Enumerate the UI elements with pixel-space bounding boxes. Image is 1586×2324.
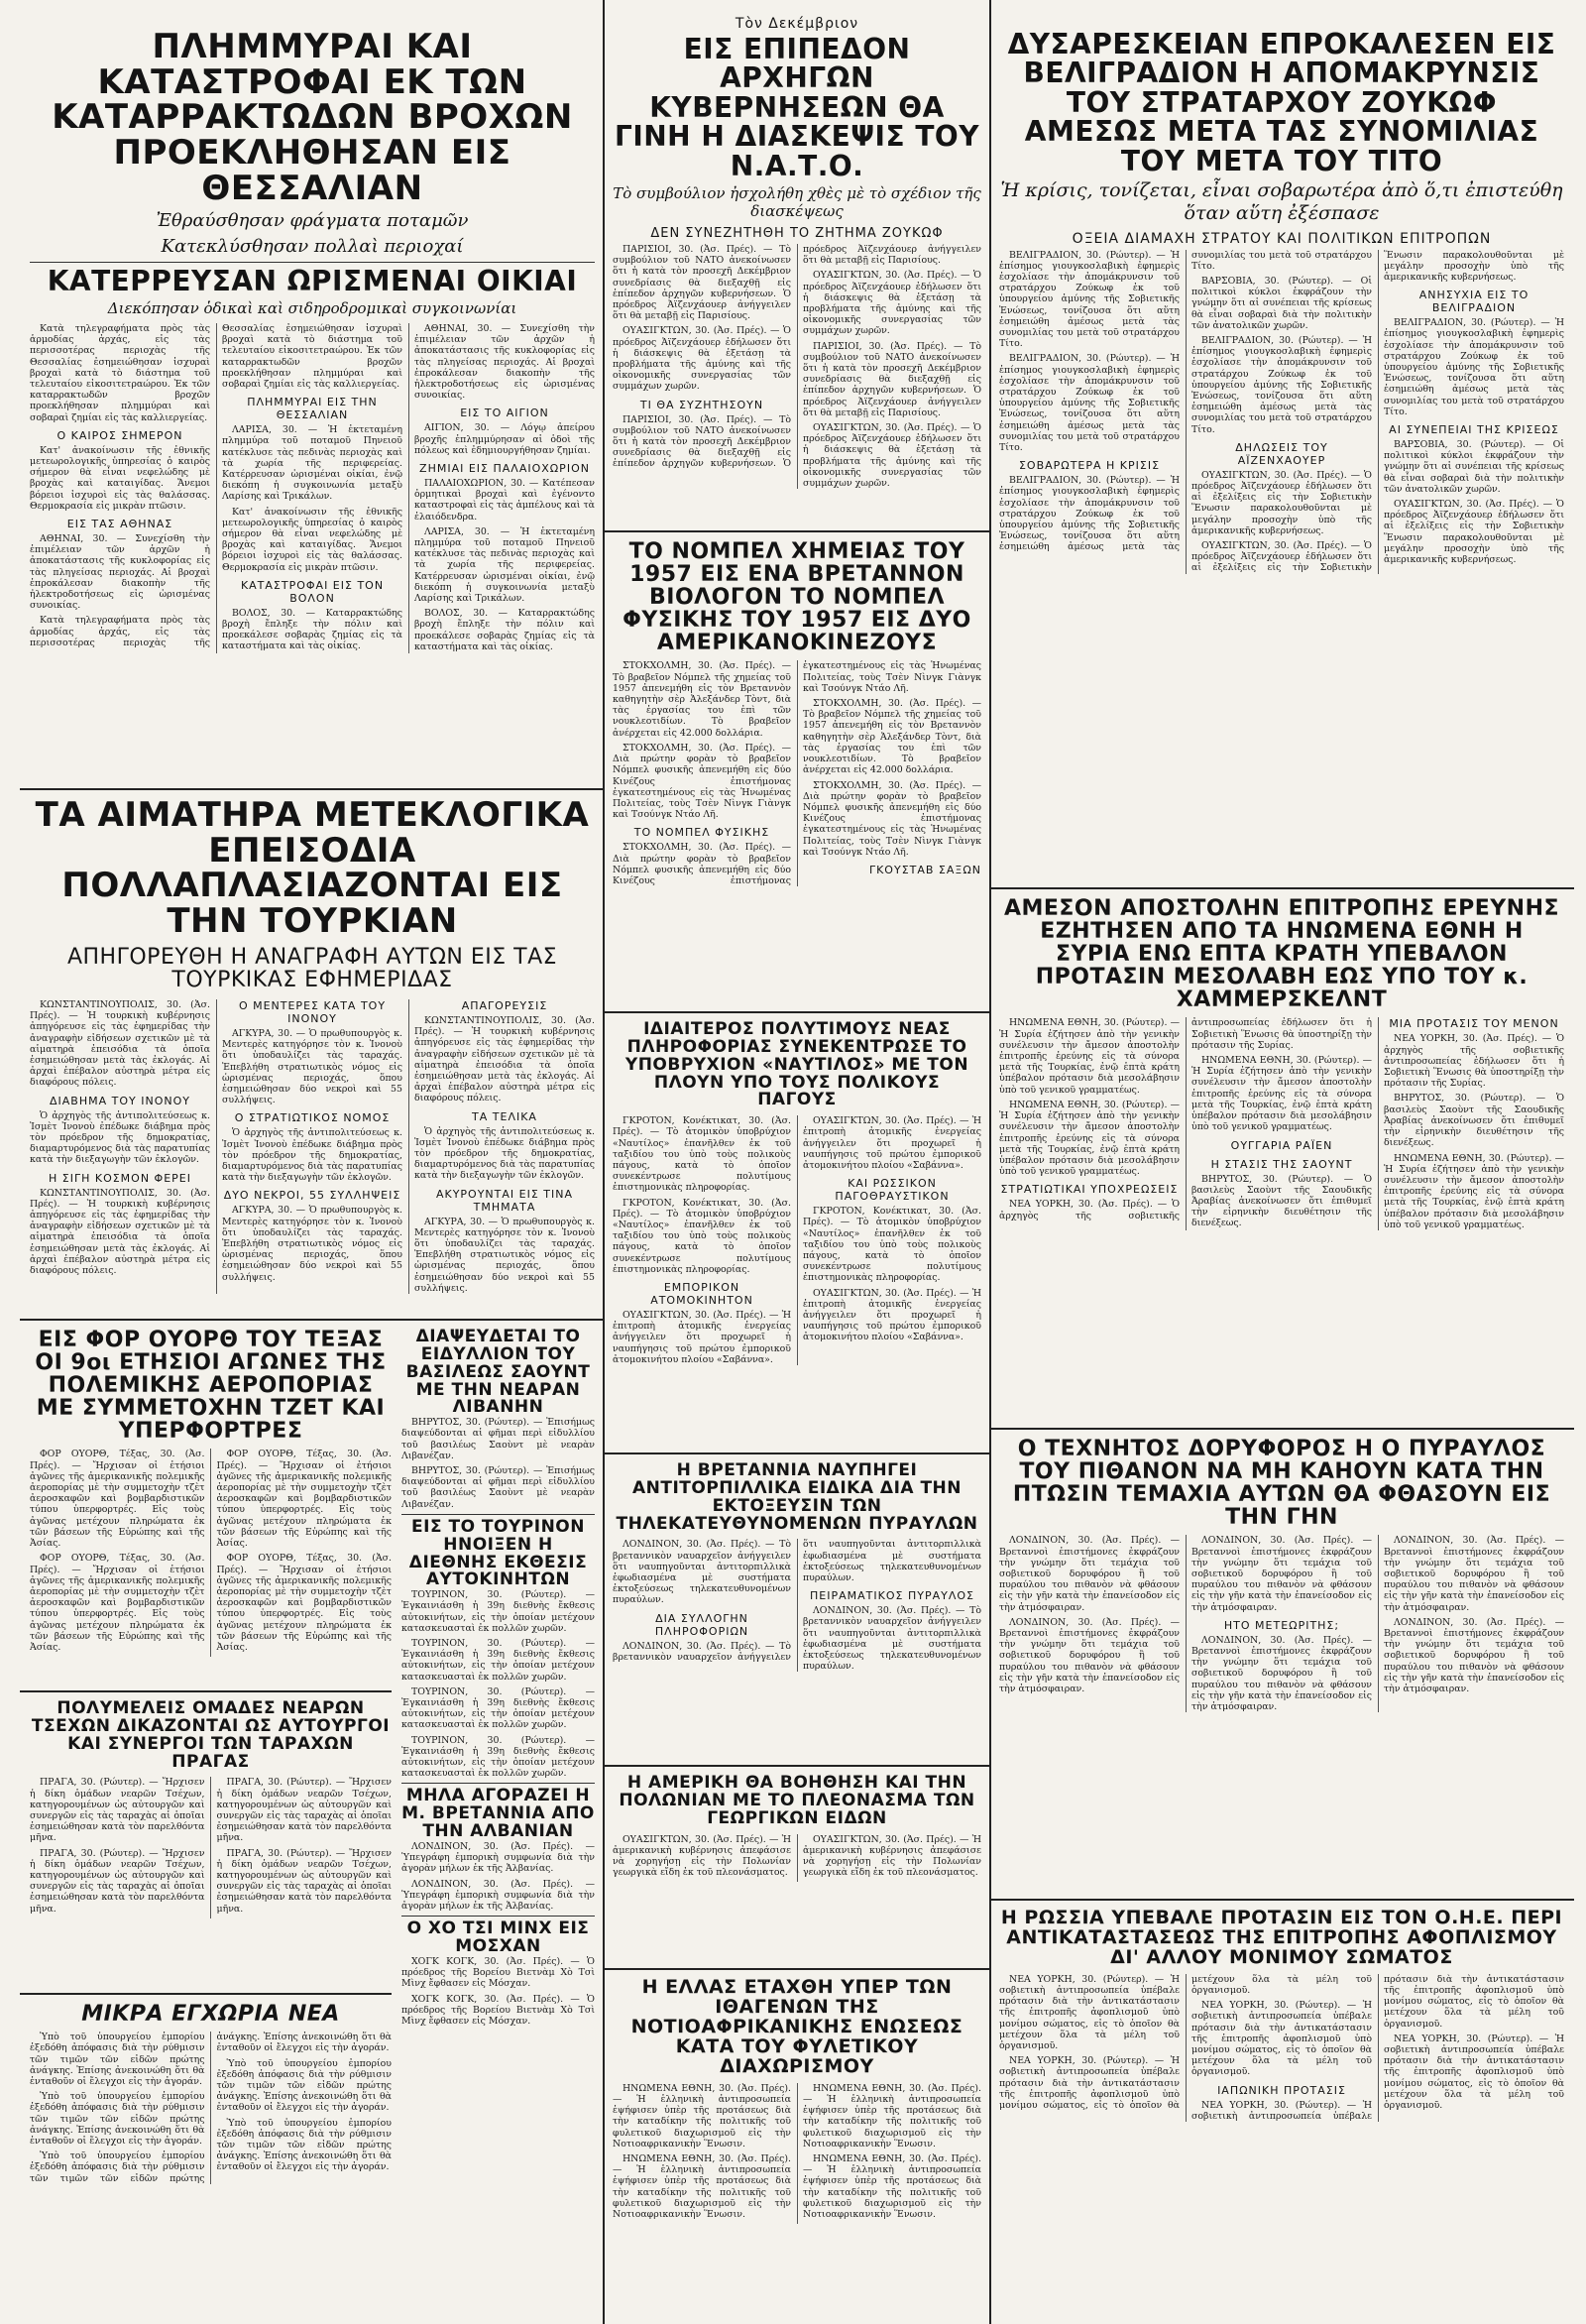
article-paragraph: ΗΝΩΜΕΝΑ ΕΘΝΗ, 30. (Ρώυτερ). — Ἡ Συρία ἐζήτησεν ἀπὸ τὴν γενικὴν συνέλευσιν τὴν ἄμεσον ἀποστολὴν ἐπιτροπῆς ἐρεύνης εἰς τὰ σύνορα μετὰ τῆς Τουρκίας, ἐνῷ ἑπτὰ κράτη ὑπέβαλον πρότασιν διὰ μεσολάβησιν ὑπὸ τοῦ γενικοῦ γραμματέως.: [999, 1099, 1180, 1178]
divider: [20, 1690, 392, 1692]
section-label: ΚΑΤΑΣΤΡΟΦΑΙ ΕΙΣ ΤΟΝ ΒΟΛΟΝ: [240, 578, 385, 605]
southafrica-headline: Η ΕΛΛΑΣ ΕΤΑΧΘΗ ΥΠΕΡ ΤΩΝ ΙΘΑΓΕΝΩΝ ΤΗΣ ΝΟΤΙΟΑΦΡΙΚΑΝΙΚΗΣ ΕΝΩΣΕΩΣ ΚΑΤΑ ΤΟΥ ΦΥΛΕΤΙΚΟΥ ΔΙΑΧΩΡΙΣΜΟΥ: [630, 1978, 963, 2077]
article-paragraph: ΠΡΑΓΑ, 30. (Ρώυτερ). — Ἤρχισεν ἡ δίκη ὁμάδων νεαρῶν Τσέχων, κατηγορουμένων ὡς αὐτουργῶν καὶ συνεργῶν εἰς τὰς ταραχὰς αἱ ὁποῖαι ἐσημειώθησαν κατὰ τὸν παρελθόντα μῆνα.: [30, 1777, 205, 1844]
article-paragraph: ΧΟΓΚ ΚΟΓΚ, 30. (Ἀσ. Πρές). — Ὁ πρόεδρος τῆς Βορείου Βιετνὰμ Χὸ Τσὶ Μὶνχ ἔφθασεν εἰς Μόσχαν.: [401, 1955, 595, 1990]
missiles-story: [613, 1462, 981, 1760]
local-body: [30, 2032, 392, 2184]
article-paragraph: ΦΟΡ ΟΥΟΡΘ, Τέξας, 30. (Ἀσ. Πρές). — Ἤρχισαν οἱ ἐτήσιοι ἀγῶνες τῆς ἀμερικανικῆς πολεμικῆς ἀεροπορίας μὲ τὴν συμμετοχὴν τζὲτ ἀεροσκαφῶν καὶ βομβαρδιστικῶν τύπου ὑπερφορτρές. Εἰς τοὺς ἀγῶνας μετέχουν πληρώματα ἐκ τῶν βάσεων τῆς Εὐρώπης καὶ τῆς Ἀσίας.: [30, 1553, 205, 1653]
zhukov-story: [999, 30, 1564, 882]
divider: [20, 1993, 392, 1995]
southafrica-story: [613, 1978, 981, 2310]
section-label: ΣΤΡΑΤΙΩΤΙΚΑΙ ΥΠΟΧΡΕΩΣΕΙΣ: [1000, 1183, 1179, 1197]
article-paragraph: ΛΟΝΔΙΝΟΝ, 30. (Ἀσ. Πρές). — Τὸ βρεταννικὸν ναυαρχεῖον ἀνήγγειλεν ὅτι ναυπηγοῦνται ἀντιτορπιλλικὰ ἐφωδιασμένα μὲ συστήματα ἐκτοξεύσεως τηλεκατευθυνομένων πυραύλων.: [803, 1605, 981, 1673]
prague-body: [30, 1777, 392, 1917]
article-paragraph: ΒΕΛΙΓΡΑΔΙΟΝ, 30. (Ρώυτερ). — Ἡ ἐπίσημος γιουγκοσλαβικὴ ἐφημερὶς ἐσχολίασε τὴν ἀπομάκρυνσιν τοῦ στρατάρχου Ζούκωφ ἐκ τοῦ ὑπουργείου ἀμύνης τῆς Σοβιετικῆς Ἑνώσεως, τονίζουσα ὅτι αὕτη ἐσημειώθη ἀμέσως μετὰ τὰς συνομιλίας του μετὰ τοῦ στρατάρχου Τίτο.: [999, 249, 1372, 553]
floods-body: [30, 323, 595, 653]
divider: [603, 530, 989, 532]
missiles-body: [613, 1539, 981, 1672]
floods-story: [30, 30, 595, 843]
article-paragraph: ΑΓΚΥΡΑ, 30. — Ὁ πρωθυπουργὸς κ. Μεντερὲς κατηγόρησε τὸν κ. Ἰνονοὺ ὅτι ὑποδαυλίζει τὰς ταραχάς. Ἐπεβλήθη στρατιωτικὸς νόμος εἰς ὡρισμένας περιοχάς, ὅπου ἐσημειώθησαν δύο νεκροὶ καὶ 55 συλλήψεις.: [222, 1205, 402, 1283]
nautilus-story: [613, 1021, 981, 1448]
divider: [603, 1011, 989, 1013]
article-paragraph: ΣΤΟΚΧΟΛΜΗ, 30. (Ἀσ. Πρές). — Διὰ πρώτην φορὰν τὸ βραβεῖον Νόμπελ φυσικῆς ἀπενεμήθη εἰς δύο Κινέζους ἐπιστήμονας ἐγκατεστημένους εἰς τὰς Ἡνωμένας Πολιτείας, τοὺς Τσὲν Νὶνγκ Γιὰνγκ καὶ Τσούνγκ Ντάο Λῆ.: [803, 779, 981, 858]
airshow-headline: ΕΙΣ ΦΟΡ ΟΥΟΡΘ ΤΟΥ ΤΕΞΑΣ ΟΙ 9οι ΕΤΗΣΙΟΙ ΑΓΩΝΕΣ ΤΗΣ ΠΟΛΕΜΙΚΗΣ ΑΕΡΟΠΟΡΙΑΣ ΜΕ ΣΥΜΜΕΤΟΧΗΝ ΤΖΕΤ ΚΑΙ ΥΠΕΡΦΟΡΤΡΕΣ: [35, 1329, 387, 1445]
nobel-story: [613, 540, 981, 1006]
article-paragraph: Ὑπὸ τοῦ ὑπουργείου ἐμπορίου ἐξεδόθη ἀπόφασις διὰ τὴν ρύθμισιν τῶν τιμῶν τῶν εἰδῶν πρώτης ἀνάγκης. Ἐπίσης ἀνεκοινώθη ὅτι θὰ ἐνταθοῦν οἱ ἔλεγχοι εἰς τὴν ἀγοράν.: [30, 2032, 205, 2087]
divider: [603, 1452, 989, 1454]
article-paragraph: ΦΟΡ ΟΥΟΡΘ, Τέξας, 30. (Ἀσ. Πρές). — Ἤρχισαν οἱ ἐτήσιοι ἀγῶνες τῆς ἀμερικανικῆς πολεμικῆς ἀεροπορίας μὲ τὴν συμμετοχὴν τζὲτ ἀεροσκαφῶν καὶ βομβαρδιστικῶν τύπου ὑπερφορτρές. Εἰς τοὺς ἀγῶνας μετέχουν πληρώματα ἐκ τῶν βάσεων τῆς Εὐρώπης καὶ τῆς Ἀσίας.: [30, 1449, 205, 1550]
article-paragraph: ΠΡΑΓΑ, 30. (Ρώυτερ). — Ἤρχισεν ἡ δίκη ὁμάδων νεαρῶν Τσέχων, κατηγορουμένων ὡς αὐτουργῶν καὶ συνεργῶν εἰς τὰς ταραχὰς αἱ ὁποῖαι ἐσημειώθησαν κατὰ τὸν παρελθόντα μῆνα.: [30, 1847, 205, 1915]
article-paragraph: ΟΥΑΣΙΓΚΤΩΝ, 30. (Ἀσ. Πρές). — Ὁ πρόεδρος Ἀϊζενχάουερ ἐδήλωσεν ὅτι αἱ ἐξελίξεις εἰς τὴν Σοβιετικὴν Ἕνωσιν παρακολουθοῦνται μὲ μεγάλην προσοχὴν ὑπὸ τῆς ἀμερικανικῆς κυβερνήσεως.: [1191, 469, 1372, 536]
section-label: ΗΤΟ ΜΕΤΕΩΡΙΤΗΣ;: [1223, 1618, 1340, 1632]
article-paragraph: ΗΝΩΜΕΝΑ ΕΘΝΗ, 30. (Ἀσ. Πρές). — Ἡ ἑλληνικὴ ἀντιπροσωπεία ἐψήφισεν ὑπὲρ τῆς προτάσεως διὰ τὴν καταδίκην τῆς πολιτικῆς τοῦ φυλετικοῦ διαχωρισμοῦ εἰς τὴν Νοτιοαφρικανικὴν Ἕνωσιν.: [613, 2082, 791, 2150]
article-paragraph: ΝΕΑ ΥΟΡΚΗ, 30. (Ρώυτερ). — Ἡ σοβιετικὴ ἀντιπροσωπεία ὑπέβαλε πρότασιν διὰ τὴν ἀντικατάστασιν τῆς ἐπιτροπῆς ἀφοπλισμοῦ ὑπὸ μονίμου σώματος, εἰς τὸ ὁποῖον θὰ μετέχουν ὅλα τὰ μέλη τοῦ ὀργανισμοῦ.: [999, 1973, 1372, 2112]
divider: [989, 887, 1574, 889]
article-paragraph: ΒΕΛΙΓΡΑΔΙΟΝ, 30. (Ρώυτερ). — Ἡ ἐπίσημος γιουγκοσλαβικὴ ἐφημερὶς ἐσχολίασε τὴν ἀπομάκρυνσιν τοῦ στρατάρχου Ζούκωφ ἐκ τοῦ ὑπουργείου ἀμύνης τῆς Σοβιετικῆς Ἑνώσεως, τονίζουσα ὅτι αὕτη ἐσημειώθη ἀμέσως μετὰ τὰς συνομιλίας του μετὰ τοῦ στρατάρχου Τίτο.: [1191, 334, 1372, 435]
turin-headline: ΕΙΣ ΤΟ ΤΟΥΡΙΝΟΝ ΗΝΟΙΞΕΝ Η ΔΙΕΘΝΗΣ ΕΚΘΕΣΙΣ ΑΥΤΟΚΙΝΗΤΩΝ: [408, 1516, 588, 1590]
zhukov-headline: ΔΥΣΑΡΕΣΚΕΙΑΝ ΕΠΡΟΚΑΛΕΣΕΝ ΕΙΣ ΒΕΛΙΓΡΑΔΙΟΝ Η ΑΠΟΜΑΚΡΥΝΣΙΣ ΤΟΥ ΣΤΡΑΤΑΡΧΟΥ ΖΟΥΚΩΦ ΑΜΕΣΩΣ ΜΕΤΑ ΤΑΣ ΣΥΝΟΜΙΛΙΑΣ ΤΟΥ ΜΕΤΑ ΤΟΥ ΤΙΤΟ: [1007, 30, 1556, 177]
article-paragraph: ΗΝΩΜΕΝΑ ΕΘΝΗ, 30. (Ρώυτερ). — Ἡ Συρία ἐζήτησεν ἀπὸ τὴν γενικὴν συνέλευσιν τὴν ἄμεσον ἀποστολὴν ἐπιτροπῆς ἐρεύνης εἰς τὰ σύνορα μετὰ τῆς Τουρκίας, ἐνῷ ἑπτὰ κράτη ὑπέβαλον πρότασιν διὰ μεσολάβησιν ὑπὸ τοῦ γενικοῦ γραμματέως.: [999, 1017, 1180, 1096]
divider: [30, 262, 595, 263]
divider: [401, 1916, 595, 1917]
russia-un-story: [999, 1909, 1564, 2310]
syria-story: [999, 897, 1564, 1423]
prague-headline: ΠΟΛΥΜΕΛΕΙΣ ΟΜΑΔΕΣ ΝΕΑΡΩΝ ΤΣΕΧΩΝ ΔΙΚΑΖΟΝΤΑΙ ΩΣ ΑΥΤΟΥΡΓΟΙ ΚΑΙ ΣΥΝΕΡΓΟΙ ΤΩΝ ΤΑΡΑΧΩΝ ΠΡΑΓΑΣ: [31, 1700, 391, 1772]
article-paragraph: ΛΟΝΔΙΝΟΝ, 30. (Ἀσ. Πρές). — Ὑπεγράφη ἐμπορικὴ συμφωνία διὰ τὴν ἀγορὰν μήλων ἐκ τῆς Ἀλβανίας.: [401, 1841, 595, 1875]
divider: [989, 1428, 1574, 1430]
russia-un-body: [999, 1974, 1564, 2122]
article-paragraph: ΦΟΡ ΟΥΟΡΘ, Τέξας, 30. (Ἀσ. Πρές). — Ἤρχισαν οἱ ἐτήσιοι ἀγῶνες τῆς ἀμερικανικῆς πολεμικῆς ἀεροπορίας μὲ τὴν συμμετοχὴν τζὲτ ἀεροσκαφῶν καὶ βομβαρδιστικῶν τύπου ὑπερφορτρές. Εἰς τοὺς ἀγῶνας μετέχουν πληρώματα ἐκ τῶν βάσεων τῆς Εὐρώπης καὶ τῆς Ἀσίας.: [216, 1553, 392, 1653]
article-paragraph: ΣΤΟΚΧΟΛΜΗ, 30. (Ἀσ. Πρές). — Τὸ βραβεῖον Νόμπελ τῆς χημείας τοῦ 1957 ἀπενεμήθη εἰς τὸν Βρεταννὸν καθηγητὴν σὲρ Ἀλεξάνδερ Τὸντ, διὰ τὰς ἐργασίας του ἐπὶ τῶν νουκλεοτιδίων. Τὸ βραβεῖον ἀνέρχεται εἰς 42.000 δολλάρια.: [803, 698, 981, 776]
article-paragraph: ΑΓΚΥΡΑ, 30. — Ὁ πρωθυπουργὸς κ. Μεντερὲς κατηγόρησε τὸν κ. Ἰνονοὺ ὅτι ὑποδαυλίζει τὰς ταραχάς. Ἐπεβλήθη στρατιωτικὸς νόμος εἰς ὡρισμένας περιοχάς, ὅπου ἐσημειώθησαν δύο νεκροὶ καὶ 55 συλλήψεις.: [414, 1216, 595, 1294]
article-paragraph: ΓΚΡΟΤΟΝ, Κονέκτικατ, 30. (Ἀσ. Πρές). — Τὸ ἀτομικὸν ὑποβρύχιον «Ναυτίλος» ἐπανῆλθεν ἐκ τοῦ ταξιδίου του ὑπὸ τοὺς πολικοὺς πάγους, κατὰ τὸ ὁποῖον συνεκέντρωσε πολυτίμους ἐπιστημονικὰς πληροφορίας.: [803, 1206, 981, 1284]
byline: ΓΚΟΥΣΤΑΒ ΣΑΞΩΝ: [868, 863, 981, 876]
article-paragraph: ΚΩΝΣΤΑΝΤΙΝΟΥΠΟΛΙΣ, 30. (Ἀσ. Πρές). — Ἡ τουρκικὴ κυβέρνησις ἀπηγόρευσε εἰς τὰς ἐφημερίδας τὴν ἀναγραφὴν εἰδήσεων σχετικῶν μὲ τὰ αἱματηρὰ ἐπεισόδια τὰ ὁποῖα ἐσημειώθησαν μετὰ τὰς ἐκλογάς. Αἱ ἀρχαὶ ἐπέβαλον αὐστηρὰ μέτρα εἰς διαφόρους πόλεις.: [414, 1014, 595, 1104]
article-paragraph: ΒΕΛΙΓΡΑΔΙΟΝ, 30. (Ρώυτερ). — Ἡ ἐπίσημος γιουγκοσλαβικὴ ἐφημερὶς ἐσχολίασε τὴν ἀπομάκρυνσιν τοῦ στρατάρχου Ζούκωφ ἐκ τοῦ ὑπουργείου ἀμύνης τῆς Σοβιετικῆς Ἑνώσεως, τονίζουσα ὅτι αὕτη ἐσημειώθη ἀμέσως μετὰ τὰς συνομιλίας του μετὰ τοῦ στρατάρχου Τίτο.: [999, 249, 1180, 350]
article-paragraph: ΤΟΥΡΙΝΟΝ, 30. (Ρώυτερ). — Ἐγκαινιάσθη ἡ 39η διεθνὴς ἔκθεσις αὐτοκινήτων, εἰς τὴν ὁποίαν μετέχουν κατασκευασταὶ ἐκ πολλῶν χωρῶν.: [401, 1734, 595, 1780]
turkey-deck: ΑΠΗΓΟΡΕΥΘΗ Η ΑΝΑΓΡΑΦΗ ΑΥΤΩΝ ΕΙΣ ΤΑΣ ΤΟΥΡΚΙΚΑΣ ΕΦΗΜΕΡΙΔΑΣ: [66, 944, 558, 992]
article-paragraph: ΛΟΝΔΙΝΟΝ, 30. (Ἀσ. Πρές). — Ὑπεγράφη ἐμπορικὴ συμφωνία διὰ τὴν ἀγορὰν μήλων ἐκ τῆς Ἀλβανίας.: [401, 1878, 595, 1913]
article-paragraph: ΟΥΑΣΙΓΚΤΩΝ, 30. (Ἀσ. Πρές). — Ὁ πρόεδρος Ἀϊζενχάουερ ἐδήλωσεν ὅτι ἡ διάσκεψις θὰ ἐξετάσῃ τὰ προβλήματα τῆς ἀμύνης καὶ τῆς οἰκονομικῆς συνεργασίας τῶν συμμάχων χωρῶν.: [613, 325, 791, 393]
floods-subheadline: ΚΑΤΕΡΡΕΥΣΑΝ ΩΡΙΣΜΕΝΑΙ ΟΙΚΙΑΙ: [47, 264, 578, 297]
section-label: ΠΕΙΡΑΜΑΤΙΚΟΣ ΠΥΡΑΥΛΟΣ: [810, 1589, 974, 1603]
article-paragraph: ΛΑΡΙΣΑ, 30. — Ἡ ἐκτεταμένη πλημμύρα τοῦ ποταμοῦ Πηνειοῦ κατέκλυσε τὰς πεδινὰς περιοχὰς καὶ τὰ χωρία τῆς περιφερείας. Κατέρρευσαν ὡρισμέναι οἰκίαι, ἐνῷ διεκόπη ἡ συγκοινωνία μεταξὺ Λαρίσης καὶ Τρικάλων.: [222, 424, 402, 503]
article-paragraph: ΣΤΟΚΧΟΛΜΗ, 30. (Ἀσ. Πρές). — Διὰ πρώτην φορὰν τὸ βραβεῖον Νόμπελ φυσικῆς ἀπενεμήθη εἰς δύο Κινέζους ἐπιστήμονας ἐγκατεστημένους εἰς τὰς Ἡνωμένας Πολιτείας, τοὺς Τσὲν Νὶνγκ Γιὰνγκ καὶ Τσούνγκ Ντάο Λῆ.: [613, 742, 791, 821]
nautilus-headline: ΙΔΙΑΙΤΕΡΟΣ ΠΟΛΥΤΙΜΟΥΣ ΝΕΑΣ ΠΛΗΡΟΦΟΡΙΑΣ ΣΥΝΕΚΕΝΤΡΩΣΕ ΤΟ ΥΠΟΒΡΥΧΙΟΝ «ΝΑΥΤΙΛΟΣ» ΜΕ ΤΟΝ ΠΛΟΥΝ ΥΠΟ ΤΟΥΣ ΠΟΛΙΚΟΥΣ ΠΑΓΟΥΣ: [624, 1021, 969, 1110]
section-label: ΚΑΙ ΡΩΣΣΙΚΟΝ ΠΑΓΟΘΡΑΥΣΤΙΚΟΝ: [835, 1177, 950, 1204]
article-paragraph: ΦΟΡ ΟΥΟΡΘ, Τέξας, 30. (Ἀσ. Πρές). — Ἤρχισαν οἱ ἐτήσιοι ἀγῶνες τῆς ἀμερικανικῆς πολεμικῆς ἀεροπορίας μὲ τὴν συμμετοχὴν τζὲτ ἀεροσκαφῶν καὶ βομβαρδιστικῶν τύπου ὑπερφορτρές. Εἰς τοὺς ἀγῶνας μετέχουν πληρώματα ἐκ τῶν βάσεων τῆς Εὐρώπης καὶ τῆς Ἀσίας.: [216, 1449, 392, 1550]
southafrica-body: [613, 2083, 981, 2224]
article-paragraph: ΠΑΡΙΣΙΟΙ, 30. (Ἀσ. Πρές). — Τὸ συμβούλιον τοῦ ΝΑΤΟ ἀνεκοίνωσεν ὅτι ἡ κατὰ τὸν προσεχῆ Δεκέμβριον συνεδρίασις θὰ διεξαχθῇ εἰς ἐπίπεδον ἀρχηγῶν κυβερνήσεων. Ὁ πρόεδρος Ἀϊζενχάουερ ἀνήγγειλεν ὅτι θὰ μεταβῇ εἰς Παρισίους.: [613, 243, 981, 470]
satellite-body: [999, 1535, 1564, 1712]
turkey-story: [30, 798, 595, 1314]
section-label: Ο ΚΑΙΡΟΣ ΣΗΜΕΡΟΝ: [57, 428, 183, 442]
article-paragraph: ΒΗΡΥΤΟΣ, 30. (Ρώυτερ). — Ὁ βασιλεὺς Σαοὺντ τῆς Σαουδικῆς Ἀραβίας ἀνεκοίνωσεν ὅτι ἐπιθυμεῖ τὴν εἰρηνικὴν διευθέτησιν τῆς διενέξεως.: [1191, 1173, 1372, 1229]
section-label: ΔΙΑ ΣΥΛΛΟΓΗΝ ΠΛΗΡΟΦΟΡΙΩΝ: [654, 1611, 749, 1638]
nato-deck: Τὸ συμβούλιον ἠσχολήθη χθὲς μὲ τὸ σχέδιον τῆς διασκέψεως: [613, 183, 981, 220]
column-rule: [989, 0, 991, 2324]
section-label: ΕΜΠΟΡΙΚΟΝ ΑΤΟΜΟΚΙΝΗΤΟΝ: [650, 1281, 753, 1308]
article-paragraph: ΣΤΟΚΧΟΛΜΗ, 30. (Ἀσ. Πρές). — Τὸ βραβεῖον Νόμπελ τῆς χημείας τοῦ 1957 ἀπενεμήθη εἰς τὸν Βρεταννὸν καθηγητὴν σὲρ Ἀλεξάνδερ Τὸντ, διὰ τὰς ἐργασίας του ἐπὶ τῶν νουκλεοτιδίων. Τὸ βραβεῖον ἀνέρχεται εἰς 42.000 δολλάρια.: [613, 660, 791, 739]
local-news: [30, 2003, 392, 2310]
nato-story: [613, 10, 981, 525]
article-paragraph: ΣΤΟΚΧΟΛΜΗ, 30. (Ἀσ. Πρές). — Διὰ πρώτην φορὰν τὸ βραβεῖον Νόμπελ φυσικῆς ἀπενεμήθη εἰς δύο Κινέζους ἐπιστήμονας ἐγκατεστημένους εἰς τὰς Ἡνωμένας Πολιτείας, τοὺς Τσὲν Νὶνγκ Γιὰνγκ καὶ Τσούνγκ Ντάο Λῆ.: [613, 660, 981, 886]
article-paragraph: ΛΟΝΔΙΝΟΝ, 30. (Ἀσ. Πρές). — Τὸ βρεταννικὸν ναυαρχεῖον ἀνήγγειλεν ὅτι ναυπηγοῦνται ἀντιτορπιλλικὰ ἐφωδιασμένα μὲ συστήματα ἐκτοξεύσεως τηλεκατευθυνομένων πυραύλων.: [613, 1539, 791, 1606]
article-paragraph: ΝΕΑ ΥΟΡΚΗ, 30. (Ρώυτερ). — Ἡ σοβιετικὴ ἀντιπροσωπεία ὑπέβαλε πρότασιν διὰ τὴν ἀντικατάστασιν τῆς ἐπιτροπῆς ἀφοπλισμοῦ ὑπὸ μονίμου σώματος, εἰς τὸ ὁποῖον θὰ μετέχουν ὅλα τὰ μέλη τοῦ ὀργανισμοῦ.: [1191, 2000, 1372, 2078]
article-paragraph: ΟΥΑΣΙΓΚΤΩΝ, 30. (Ἀσ. Πρές). — Ὁ πρόεδρος Ἀϊζενχάουερ ἐδήλωσεν ὅτι αἱ ἐξελίξεις εἰς τὴν Σοβιετικὴν Ἕνωσιν παρακολουθοῦνται μὲ μεγάλην προσοχὴν ὑπὸ τῆς ἀμερικανικῆς κυβερνήσεως.: [1191, 249, 1564, 574]
article-paragraph: ΛΟΝΔΙΝΟΝ, 30. (Ἀσ. Πρές). — Βρεταννοὶ ἐπιστήμονες ἐκφράζουν τὴν γνώμην ὅτι τεμάχια τοῦ σοβιετικοῦ δορυφόρου ἢ τοῦ πυραύλου του πιθανὸν νὰ φθάσουν εἰς τὴν γῆν κατὰ τὴν ἐπανείσοδον εἰς τὴν ἀτμόσφαιραν.: [1191, 1535, 1372, 1613]
section-label: ΣΟΒΑΡΩΤΕΡΑ Η ΚΡΙΣΙΣ: [1018, 459, 1161, 473]
article-paragraph: ΒΑΡΣΟΒΙΑ, 30. (Ρώυτερ). — Οἱ πολιτικοὶ κύκλοι ἐκφράζουν τὴν γνώμην ὅτι αἱ συνέπειαι τῆς κρίσεως θὰ εἶναι σοβαραὶ διὰ τὴν πολιτικὴν τῶν ἀνατολικῶν χωρῶν.: [1384, 438, 1564, 495]
satellite-story: [999, 1438, 1564, 1894]
nato-headline: ΕΙΣ ΕΠΙΠΕΔΟΝ ΑΡΧΗΓΩΝ ΚΥΒΕΡΝΗΣΕΩΝ ΘΑ ΓΙΝΗ Η ΔΙΑΣΚΕΨΙΣ ΤΟΥ Ν.Α.Τ.Ο.: [614, 33, 980, 182]
section-label: Ο ΜΕΝΤΕΡΕΣ ΚΑΤΑ ΤΟΥ ΙΝΟΝΟΥ: [238, 998, 387, 1025]
article-paragraph: Κατ' ἀνακοίνωσιν τῆς ἐθνικῆς μετεωρολογικῆς ὑπηρεσίας ὁ καιρὸς σήμερον θὰ εἶναι νεφελώδης μὲ βροχὰς καὶ καταιγίδας. Ἄνεμοι βόρειοι ἰσχυροὶ εἰς τὰς θαλάσσας. Θερμοκρασία εἰς μικρὰν πτῶσιν.: [222, 506, 402, 573]
section-label: ΔΙΑΒΗΜΑ ΤΟΥ ΙΝΟΝΟΥ: [50, 1094, 190, 1107]
section-label: ΜΙΑ ΠΡΟΤΑΣΙΣ ΤΟΥ ΜΕΝΟΝ: [1389, 1017, 1559, 1031]
section-label: ΔΥΟ ΝΕΚΡΟΙ, 55 ΣΥΛΛΗΨΕΙΣ: [223, 1189, 401, 1203]
russia-un-headline: Η ΡΩΣΣΙΑ ΥΠΕΒΑΛΕ ΠΡΟΤΑΣΙΝ ΕΙΣ ΤΟΝ Ο.Η.Ε. ΠΕΡΙ ΑΝΤΙΚΑΤΑΣΤΑΣΕΩΣ ΤΗΣ ΕΠΙΤΡΟΠΗΣ ΑΦΟΠΛΙΣΜΟΥ ΔΙ' ΑΛΛΟΥ ΜΟΝΙΜΟΥ ΣΩΜΑΤΟΣ: [1000, 1909, 1563, 1968]
section-label: ΙΑΠΩΝΙΚΗ ΠΡΟΤΑΣΙΣ: [1217, 2083, 1346, 2097]
article-paragraph: ΒΑΡΣΟΒΙΑ, 30. (Ρώυτερ). — Οἱ πολιτικοὶ κύκλοι ἐκφράζουν τὴν γνώμην ὅτι αἱ συνέπειαι τῆς κρίσεως θὰ εἶναι σοβαραὶ διὰ τὴν πολιτικὴν τῶν ἀνατολικῶν χωρῶν.: [1191, 275, 1372, 331]
article-paragraph: ΟΥΑΣΙΓΚΤΩΝ, 30. (Ἀσ. Πρές). — Ἡ ἀμερικανικὴ κυβέρνησις ἀπεφάσισε νὰ χορηγήσῃ εἰς τὴν Πολωνίαν γεωργικὰ εἴδη ἐκ τοῦ πλεονάσματος.: [803, 1833, 981, 1879]
article-paragraph: ΑΙΓΙΟΝ, 30. — Λόγῳ ἀπείρου βροχῆς ἐπλημμύρησαν αἱ ὁδοὶ τῆς πόλεως καὶ ἐδημιουργήθησαν ζημίαι.: [414, 422, 595, 456]
albania-headline: ΜΗΛΑ ΑΓΟΡΑΖΕΙ Η Μ. ΒΡΕΤΑΝΝΙΑ ΑΠΟ ΤΗΝ ΑΛΒΑΝΙΑΝ: [401, 1786, 595, 1842]
syria-headline: ΑΜΕΣΟΝ ΑΠΟΣΤΟΛΗΝ ΕΠΙΤΡΟΠΗΣ ΕΡΕΥΝΗΣ ΕΖΗΤΗΣΕΝ ΑΠΟ ΤΑ ΗΝΩΜΕΝΑ ΕΘΝΗ Η ΣΥΡΙΑ ΕΝΩ ΕΠΤΑ ΚΡΑΤΗ ΥΠΕΒΑΛΟΝ ΠΡΟΤΑΣΙΝ ΜΕΣΟΛΑΒΗ ΕΩΣ ΥΠΟ ΤΟΥ κ. ΧΑΜΜΕΡΣΚΕΛΝΤ: [1003, 897, 1560, 1013]
floods-deck: Ἐθραύσθησαν φράγματα ποταμῶν: [156, 210, 469, 232]
article-paragraph: ΑΘΗΝΑΙ, 30. — Συνεχίσθη τὴν ἐπιμέλειαν τῶν ἀρχῶν ἡ ἀποκατάστασις τῆς κυκλοφορίας εἰς τὰς πληγείσας περιοχάς. Αἱ βροχαὶ ἐπροκάλεσαν διακοπὴν τῆς ἠλεκτροδοτήσεως εἰς ὡρισμένας συνοικίας.: [414, 323, 595, 402]
article-paragraph: ΟΥΑΣΙΓΚΤΩΝ, 30. (Ἀσ. Πρές). — Ὁ πρόεδρος Ἀϊζενχάουερ ἐδήλωσεν ὅτι ἡ διάσκεψις θὰ ἐξετάσῃ τὰ προβλήματα τῆς ἀμύνης καὶ τῆς οἰκονομικῆς συνεργασίας τῶν συμμάχων χωρῶν.: [803, 422, 981, 490]
zhukov-deck: Ἡ κρίσις, τονίζεται, εἶναι σοβαρωτέρα ἀπὸ ὅ,τι ἐπιστεύθη ὅταν αὕτη ἐξέσπασε: [1000, 178, 1563, 224]
article-paragraph: Ὁ ἀρχηγὸς τῆς ἀντιπολιτεύσεως κ. Ἰσμὲτ Ἰνονοὺ ἐπέδωκε διάβημα πρὸς τὸν πρόεδρον τῆς δημοκρατίας, διαμαρτυρόμενος διὰ τὰς παρατυπίας κατὰ τὴν διεξαγωγὴν τῶν ἐκλογῶν.: [30, 1109, 210, 1166]
article-paragraph: Ὑπὸ τοῦ ὑπουργείου ἐμπορίου ἐξεδόθη ἀπόφασις διὰ τὴν ρύθμισιν τῶν τιμῶν τῶν εἰδῶν πρώτης ἀνάγκης. Ἐπίσης ἀνεκοινώθη ὅτι θὰ ἐνταθοῦν οἱ ἔλεγχοι εἰς τὴν ἀγοράν.: [30, 2032, 392, 2184]
article-paragraph: ΝΕΑ ΥΟΡΚΗ, 30. (Ρώυτερ). — Ἡ σοβιετικὴ ἀντιπροσωπεία ὑπέβαλε πρότασιν διὰ τὴν ἀντικατάστασιν τῆς ἐπιτροπῆς ἀφοπλισμοῦ ὑπὸ μονίμου σώματος, εἰς τὸ ὁποῖον θὰ μετέχουν ὅλα τὰ μέλη τοῦ ὀργανισμοῦ.: [1384, 2033, 1564, 2112]
divider: [401, 1783, 595, 1784]
article-paragraph: ΛΟΝΔΙΝΟΝ, 30. (Ἀσ. Πρές). — Βρεταννοὶ ἐπιστήμονες ἐκφράζουν τὴν γνώμην ὅτι τεμάχια τοῦ σοβιετικοῦ δορυφόρου ἢ τοῦ πυραύλου του πιθανὸν νὰ φθάσουν εἰς τὴν γῆν κατὰ τὴν ἐπανείσοδον εἰς τὴν ἀτμόσφαιραν.: [1191, 1634, 1372, 1713]
local-headline: ΜΙΚΡΑ ΕΓΧΩΡΙΑ ΝΕΑ: [81, 2003, 340, 2027]
nobel-headline: ΤΟ ΝΟΜΠΕΛ ΧΗΜΕΙΑΣ ΤΟΥ 1957 ΕΙΣ ΕΝΑ ΒΡΕΤΑΝΝΟΝ ΒΙΟΛΟΓΟΝ ΤΟ ΝΟΜΠΕΛ ΦΥΣΙΚΗΣ ΤΟΥ 1957 ΕΙΣ ΔΥΟ ΑΜΕΡΙΚΑΝΟΚΙΝΕΖΟΥΣ: [623, 540, 971, 656]
article-paragraph: ΒΗΡΥΤΟΣ, 30. (Ρώυτερ). — Ἐπισήμως διαψεύδονται αἱ φῆμαι περὶ εἰδυλλίου τοῦ βασιλέως Σαοὺντ μὲ νεαρὰν Λιβανέζαν.: [401, 1465, 595, 1510]
floods-deck: Διεκόπησαν ὁδικαὶ καὶ σιδηροδρομικαὶ συγκοινωνίαι: [107, 299, 517, 318]
nobel-body: [613, 660, 981, 886]
article-paragraph: ΠΑΡΙΣΙΟΙ, 30. (Ἀσ. Πρές). — Τὸ συμβούλιον τοῦ ΝΑΤΟ ἀνεκοίνωσεν ὅτι ἡ κατὰ τὸν προσεχῆ Δεκέμβριον συνεδρίασις θὰ διεξαχθῇ εἰς ἐπίπεδον ἀρχηγῶν κυβερνήσεων. Ὁ πρόεδρος Ἀϊζενχάουερ ἀνήγγειλεν ὅτι θὰ μεταβῇ εἰς Παρισίους.: [803, 340, 981, 418]
article-paragraph: ΗΝΩΜΕΝΑ ΕΘΝΗ, 30. (Ρώυτερ). — Ἡ Συρία ἐζήτησεν ἀπὸ τὴν γενικὴν συνέλευσιν τὴν ἄμεσον ἀποστολὴν ἐπιτροπῆς ἐρεύνης εἰς τὰ σύνορα μετὰ τῆς Τουρκίας, ἐνῷ ἑπτὰ κράτη ὑπέβαλον πρότασιν διὰ μεσολάβησιν ὑπὸ τοῦ γενικοῦ γραμματέως.: [1191, 1055, 1372, 1133]
article-paragraph: ΒΟΛΟΣ, 30. — Καταρρακτώδης βροχὴ ἔπληξε τὴν πόλιν καὶ προεκάλεσε σοβαρὰς ζημίας εἰς τὰ καταστήματα καὶ τὰς οἰκίας.: [222, 607, 402, 652]
divider: [603, 1968, 989, 1970]
article-paragraph: ΚΩΝΣΤΑΝΤΙΝΟΥΠΟΛΙΣ, 30. (Ἀσ. Πρές). — Ἡ τουρκικὴ κυβέρνησις ἀπηγόρευσε εἰς τὰς ἐφημερίδας τὴν ἀναγραφὴν εἰδήσεων σχετικῶν μὲ τὰ αἱματηρὰ ἐπεισόδια τὰ ὁποῖα ἐσημειώθησαν μετὰ τὰς ἐκλογάς. Αἱ ἀρχαὶ ἐπέβαλον αὐστηρὰ μέτρα εἰς διαφόρους πόλεις.: [30, 1187, 210, 1276]
article-paragraph: ΠΑΡΙΣΙΟΙ, 30. (Ἀσ. Πρές). — Τὸ συμβούλιον τοῦ ΝΑΤΟ ἀνεκοίνωσεν ὅτι ἡ κατὰ τὸν προσεχῆ Δεκέμβριον συνεδρίασις θὰ διεξαχθῇ εἰς ἐπίπεδον ἀρχηγῶν κυβερνήσεων. Ὁ πρόεδρος Ἀϊζενχάουερ ἀνήγγειλεν ὅτι θὰ μεταβῇ εἰς Παρισίους.: [613, 243, 791, 322]
section-label: ΖΗΜΙΑΙ ΕΙΣ ΠΑΛΑΙΟΧΩΡΙΟΝ: [419, 462, 590, 476]
turkey-headline: ΤΑ ΑΙΜΑΤΗΡΑ ΜΕΤΕΚΛΟΓΙΚΑ ΕΠΕΙΣΟΔΙΑ ΠΟΛΛΑΠΛΑΣΙΑΖΟΝΤΑΙ ΕΙΣ ΤΗΝ ΤΟΥΡΚΙΑΝ: [35, 798, 590, 942]
article-paragraph: ΟΥΑΣΙΓΚΤΩΝ, 30. (Ἀσ. Πρές). — Ἡ ἀμερικανικὴ κυβέρνησις ἀπεφάσισε νὰ χορηγήσῃ εἰς τὴν Πολωνίαν γεωργικὰ εἴδη ἐκ τοῦ πλεονάσματος.: [613, 1833, 791, 1879]
article-paragraph: ΤΟΥΡΙΝΟΝ, 30. (Ρώυτερ). — Ἐγκαινιάσθη ἡ 39η διεθνὴς ἔκθεσις αὐτοκινήτων, εἰς τὴν ὁποίαν μετέχουν κατασκευασταὶ ἐκ πολλῶν χωρῶν.: [401, 1638, 595, 1683]
section-label: ΟΥΓΓΑΡΙΑ ΡΑΪΕΝ: [1230, 1138, 1333, 1152]
section-label: Η ΣΙΓΗ ΚΟΣΜΟΝ ΦΕΡΕΙ: [49, 1171, 191, 1185]
turkey-body: [30, 999, 595, 1294]
syria-body: [999, 1017, 1564, 1229]
article-paragraph: ΗΝΩΜΕΝΑ ΕΘΝΗ, 30. (Ἀσ. Πρές). — Ἡ ἑλληνικὴ ἀντιπροσωπεία ἐψήφισεν ὑπὲρ τῆς προτάσεως διὰ τὴν καταδίκην τῆς πολιτικῆς τοῦ φυλετικοῦ διαχωρισμοῦ εἰς τὴν Νοτιοαφρικανικὴν Ἕνωσιν.: [613, 2152, 791, 2220]
section-label: ΑΙ ΣΥΝΕΠΕΙΑΙ ΤΗΣ ΚΡΙΣΕΩΣ: [1389, 422, 1559, 436]
section-label: ΤΙ ΘΑ ΣΥΖΗΤΗΣΟΥΝ: [639, 398, 764, 411]
divider: [989, 1899, 1574, 1901]
article-paragraph: ΒΕΛΙΓΡΑΔΙΟΝ, 30. (Ρώυτερ). — Ἡ ἐπίσημος γιουγκοσλαβικὴ ἐφημερὶς ἐσχολίασε τὴν ἀπομάκρυνσιν τοῦ στρατάρχου Ζούκωφ ἐκ τοῦ ὑπουργείου ἀμύνης τῆς Σοβιετικῆς Ἑνώσεως, τονίζουσα ὅτι αὕτη ἐσημειώθη ἀμέσως μετὰ τὰς συνομιλίας του μετὰ τοῦ στρατάρχου Τίτο.: [1384, 317, 1564, 417]
divider: [401, 1514, 595, 1515]
article-paragraph: ΛΟΝΔΙΝΟΝ, 30. (Ἀσ. Πρές). — Βρεταννοὶ ἐπιστήμονες ἐκφράζουν τὴν γνώμην ὅτι τεμάχια τοῦ σοβιετικοῦ δορυφόρου ἢ τοῦ πυραύλου του πιθανὸν νὰ φθάσουν εἰς τὴν γῆν κατὰ τὴν ἐπανείσοδον εἰς τὴν ἀτμόσφαιραν.: [999, 1616, 1180, 1695]
article-paragraph: Ὑπὸ τοῦ ὑπουργείου ἐμπορίου ἐξεδόθη ἀπόφασις διὰ τὴν ρύθμισιν τῶν τιμῶν τῶν εἰδῶν πρώτης ἀνάγκης. Ἐπίσης ἀνεκοινώθη ὅτι θὰ ἐνταθοῦν οἱ ἔλεγχοι εἰς τὴν ἀγοράν.: [30, 2091, 205, 2147]
prague-story: [30, 1700, 392, 1988]
article-paragraph: ΛΟΝΔΙΝΟΝ, 30. (Ἀσ. Πρές). — Τὸ βρεταννικὸν ναυαρχεῖον ἀνήγγειλεν ὅτι ναυπηγοῦνται ἀντιτορπιλλικὰ ἐφωδιασμένα μὲ συστήματα ἐκτοξεύσεως τηλεκατευθυνομένων πυραύλων.: [613, 1539, 981, 1663]
section-label: ΟΞΕΙΑ ΔΙΑΜΑΧΗ ΣΤΡΑΤΟΥ ΚΑΙ ΠΟΛΙΤΙΚΩΝ ΕΠΙΤΡΟΠΩΝ: [1072, 230, 1492, 247]
article-paragraph: ΒΗΡΥΤΟΣ, 30. (Ρώυτερ). — Ὁ βασιλεὺς Σαοὺντ τῆς Σαουδικῆς Ἀραβίας ἀνεκοίνωσεν ὅτι ἐπιθυμεῖ τὴν εἰρηνικὴν διευθέτησιν τῆς διενέξεως.: [1384, 1093, 1564, 1149]
section-label: ΤΟ ΝΟΜΠΕΛ ΦΥΣΙΚΗΣ: [633, 826, 770, 840]
article-paragraph: ΟΥΑΣΙΓΚΤΩΝ, 30. (Ἀσ. Πρές). — Ὁ πρόεδρος Ἀϊζενχάουερ ἐδήλωσεν ὅτι ἡ διάσκεψις θὰ ἐξετάσῃ τὰ προβλήματα τῆς ἀμύνης καὶ τῆς οἰκονομικῆς συνεργασίας τῶν συμμάχων χωρῶν.: [803, 270, 981, 337]
article-paragraph: ΑΓΚΥΡΑ, 30. — Ὁ πρωθυπουργὸς κ. Μεντερὲς κατηγόρησε τὸν κ. Ἰνονοὺ ὅτι ὑποδαυλίζει τὰς ταραχάς. Ἐπεβλήθη στρατιωτικὸς νόμος εἰς ὡρισμένας περιοχάς, ὅπου ἐσημειώθησαν δύο νεκροὶ καὶ 55 συλλήψεις.: [222, 1027, 402, 1106]
article-paragraph: ΟΥΑΣΙΓΚΤΩΝ, 30. (Ἀσ. Πρές). — Ὁ πρόεδρος Ἀϊζενχάουερ ἐδήλωσεν ὅτι αἱ ἐξελίξεις εἰς τὴν Σοβιετικὴν Ἕνωσιν παρακολουθοῦνται μὲ μεγάλην προσοχὴν ὑπὸ τῆς ἀμερικανικῆς κυβερνήσεως.: [1384, 499, 1564, 566]
article-paragraph: ΧΟΓΚ ΚΟΓΚ, 30. (Ἀσ. Πρές). — Ὁ πρόεδρος τῆς Βορείου Βιετνὰμ Χὸ Τσὶ Μὶνχ ἔφθασεν εἰς Μόσχαν.: [401, 1993, 595, 2027]
article-paragraph: ΝΕΑ ΥΟΡΚΗ, 30. (Ἀσ. Πρές). — Ὁ ἀρχηγὸς τῆς σοβιετικῆς ἀντιπροσωπείας ἐδήλωσεν ὅτι ἡ Σοβιετικὴ Ἕνωσις θὰ ὑποστηρίξῃ τὴν πρότασιν τῆς Συρίας.: [999, 1017, 1372, 1221]
floods-headline: ΠΛΗΜΜΥΡΑΙ ΚΑΙ ΚΑΤΑΣΤΡΟΦΑΙ ΕΚ ΤΩΝ ΚΑΤΑΡΡΑΚΤΩΔΩΝ ΒΡΟΧΩΝ ΠΡΟΕΚΛΗΘΗΣΑΝ ΕΙΣ ΘΕΣΣΑΛΙΑΝ: [52, 30, 573, 208]
column-tag: Τὸν Δεκέμβριον: [735, 16, 859, 32]
nato-body: [613, 244, 981, 489]
section-label: ΔΗΛΩΣΕΙΣ ΤΟΥ ΑΪΖΕΝΧΑΟΥΕΡ: [1235, 440, 1328, 467]
article-paragraph: ΝΕΑ ΥΟΡΚΗ, 30. (Ρώυτερ). — Ἡ σοβιετικὴ ἀντιπροσωπεία ὑπέβαλε πρότασιν διὰ τὴν ἀντικατάστασιν τῆς ἐπιτροπῆς ἀφοπλισμοῦ ὑπὸ μονίμου σώματος, εἰς τὸ ὁποῖον θὰ μετέχουν ὅλα τὰ μέλη τοῦ ὀργανισμοῦ.: [1191, 1973, 1564, 2122]
section-label: ΑΝΗΣΥΧΙΑ ΕΙΣ ΤΟ ΒΕΛΙΓΡΑΔΙΟΝ: [1418, 289, 1529, 315]
section-label: ΕΙΣ ΤΑΣ ΑΘΗΝΑΣ: [66, 518, 173, 531]
article-paragraph: Κατὰ τηλεγραφήματα πρὸς τὰς ἁρμοδίας ἀρχάς, εἰς τὰς περισσοτέρας περιοχὰς τῆς Θεσσαλίας ἐσημειώθησαν ἰσχυραὶ βροχαὶ κατὰ τὸ διάστημα τοῦ τελευταίου εἰκοσιτετραώρου. Ἐκ τῶν καταρρακτωδῶν βροχῶν προεκλήθησαν πλημμύραι καὶ σοβαραὶ ζημίαι εἰς τὰς καλλιεργείας.: [30, 323, 210, 423]
section-label: ΑΠΑΓΟΡΕΥΣΙΣ: [461, 998, 548, 1012]
article-paragraph: ΒΟΛΟΣ, 30. — Καταρρακτώδης βροχὴ ἔπληξε τὴν πόλιν καὶ προεκάλεσε σοβαρὰς ζημίας εἰς τὰ καταστήματα καὶ τὰς οἰκίας.: [414, 608, 595, 652]
article-paragraph: ΓΚΡΟΤΟΝ, Κονέκτικατ, 30. (Ἀσ. Πρές). — Τὸ ἀτομικὸν ὑποβρύχιον «Ναυτίλος» ἐπανῆλθεν ἐκ τοῦ ταξιδίου του ὑπὸ τοὺς πολικοὺς πάγους, κατὰ τὸ ὁποῖον συνεκέντρωσε πολυτίμους ἐπιστημονικὰς πληροφορίας.: [613, 1197, 791, 1275]
section-label: ΑΚΥΡΟΥΝΤΑΙ ΕΙΣ ΤΙΝΑ ΤΜΗΜΑΤΑ: [435, 1187, 574, 1214]
column-rule: [603, 0, 605, 2324]
article-paragraph: ΠΡΑΓΑ, 30. (Ρώυτερ). — Ἤρχισεν ἡ δίκη ὁμάδων νεαρῶν Τσέχων, κατηγορουμένων ὡς αὐτουργῶν καὶ συνεργῶν εἰς τὰς ταραχὰς αἱ ὁποῖαι ἐσημειώθησαν κατὰ τὸν παρελθόντα μῆνα.: [216, 1777, 392, 1844]
divider: [20, 1319, 603, 1321]
article-paragraph: ΟΥΑΣΙΓΚΤΩΝ, 30. (Ἀσ. Πρές). — Ἡ ἐπιτροπὴ ἀτομικῆς ἐνεργείας ἀνήγγειλεν ὅτι προχωρεῖ ἡ ναυπήγησις τοῦ πρώτου ἐμπορικοῦ ἀτομοκινήτου πλοίου «Σαβάννα».: [613, 1310, 791, 1365]
article-paragraph: ΗΝΩΜΕΝΑ ΕΘΝΗ, 30. (Ἀσ. Πρές). — Ἡ ἑλληνικὴ ἀντιπροσωπεία ἐψήφισεν ὑπὲρ τῆς προτάσεως διὰ τὴν καταδίκην τῆς πολιτικῆς τοῦ φυλετικοῦ διαχωρισμοῦ εἰς τὴν Νοτιοαφρικανικὴν Ἕνωσιν.: [803, 2082, 981, 2150]
article-paragraph: ΝΕΑ ΥΟΡΚΗ, 30. (Ἀσ. Πρές). — Ὁ ἀρχηγὸς τῆς σοβιετικῆς ἀντιπροσωπείας ἐδήλωσεν ὅτι ἡ Σοβιετικὴ Ἕνωσις θὰ ὑποστηρίξῃ τὴν πρότασιν τῆς Συρίας.: [1384, 1033, 1564, 1090]
article-paragraph: Κατ' ἀνακοίνωσιν τῆς ἐθνικῆς μετεωρολογικῆς ὑπηρεσίας ὁ καιρὸς σήμερον θὰ εἶναι νεφελώδης μὲ βροχὰς καὶ καταιγίδας. Ἄνεμοι βόρειοι ἰσχυροὶ εἰς τὰς θαλάσσας. Θερμοκρασία εἰς μικρὰν πτῶσιν.: [30, 444, 210, 512]
section-label: ΤΑ ΤΕΛΙΚΑ: [472, 1109, 537, 1123]
article-paragraph: ΗΝΩΜΕΝΑ ΕΘΝΗ, 30. (Ἀσ. Πρές). — Ἡ ἑλληνικὴ ἀντιπροσωπεία ἐψήφισεν ὑπὲρ τῆς προτάσεως διὰ τὴν καταδίκην τῆς πολιτικῆς τοῦ φυλετικοῦ διαχωρισμοῦ εἰς τὴν Νοτιοαφρικανικὴν Ἕνωσιν.: [803, 2152, 981, 2220]
floods-deck: Κατεκλύσθησαν πολλαὶ περιοχαί: [161, 236, 464, 258]
lebanon-headline: ΔΙΑΨΕΥΔΕΤΑΙ ΤΟ ΕΙΔΥΛΛΙΟΝ ΤΟΥ ΒΑΣΙΛΕΩΣ ΣΑΟΥΝΤ ΜΕ ΤΗΝ ΝΕΑΡΑΝ ΛΙΒΑΝΗΝ: [405, 1329, 591, 1418]
section-label: ΠΛΗΜΜΥΡΑΙ ΕΙΣ ΤΗΝ ΘΕΣΣΑΛΙΑΝ: [247, 396, 378, 422]
poland-story: [613, 1775, 981, 1963]
article-paragraph: Ὑπὸ τοῦ ὑπουργείου ἐμπορίου ἐξεδόθη ἀπόφασις διὰ τὴν ρύθμισιν τῶν τιμῶν τῶν εἰδῶν πρώτης ἀνάγκης. Ἐπίσης ἀνεκοινώθη ὅτι θὰ ἐνταθοῦν οἱ ἔλεγχοι εἰς τὴν ἀγοράν.: [216, 2057, 392, 2114]
article-paragraph: Κατὰ τηλεγραφήματα πρὸς τὰς ἁρμοδίας ἀρχάς, εἰς τὰς περισσοτέρας περιοχὰς τῆς Θεσσαλίας ἐσημειώθησαν ἰσχυραὶ βροχαὶ κατὰ τὸ διάστημα τοῦ τελευταίου εἰκοσιτετραώρου. Ἐκ τῶν καταρρακτωδῶν βροχῶν προεκλήθησαν πλημμύραι καὶ σοβαραὶ ζημίαι εἰς τὰς καλλιεργείας.: [30, 323, 402, 648]
article-paragraph: Ὁ ἀρχηγὸς τῆς ἀντιπολιτεύσεως κ. Ἰσμὲτ Ἰνονοὺ ἐπέδωκε διάβημα πρὸς τὸν πρόεδρον τῆς δημοκρατίας, διαμαρτυρόμενος διὰ τὰς παρατυπίας κατὰ τὴν διεξαγωγὴν τῶν ἐκλογῶν.: [222, 1127, 402, 1184]
article-paragraph: ΛΟΝΔΙΝΟΝ, 30. (Ἀσ. Πρές). — Βρεταννοὶ ἐπιστήμονες ἐκφράζουν τὴν γνώμην ὅτι τεμάχια τοῦ σοβιετικοῦ δορυφόρου ἢ τοῦ πυραύλου του πιθανὸν νὰ φθάσουν εἰς τὴν γῆν κατὰ τὴν ἐπανείσοδον εἰς τὴν ἀτμόσφαιραν.: [999, 1535, 1180, 1613]
article-paragraph: ΗΝΩΜΕΝΑ ΕΘΝΗ, 30. (Ρώυτερ). — Ἡ Συρία ἐζήτησεν ἀπὸ τὴν γενικὴν συνέλευσιν τὴν ἄμεσον ἀποστολὴν ἐπιτροπῆς ἐρεύνης εἰς τὰ σύνορα μετὰ τῆς Τουρκίας, ἐνῷ ἑπτὰ κράτη ὑπέβαλον πρότασιν διὰ μεσολάβησιν ὑπὸ τοῦ γενικοῦ γραμματέως.: [1384, 1152, 1564, 1230]
article-paragraph: ΓΚΡΟΤΟΝ, Κονέκτικατ, 30. (Ἀσ. Πρές). — Τὸ ἀτομικὸν ὑποβρύχιον «Ναυτίλος» ἐπανῆλθεν ἐκ τοῦ ταξιδίου του ὑπὸ τοὺς πολικοὺς πάγους, κατὰ τὸ ὁποῖον συνεκέντρωσε πολυτίμους ἐπιστημονικὰς πληροφορίας.: [613, 1115, 791, 1194]
section-label: ΕΙΣ ΤΟ ΑΙΓΙΟΝ: [460, 407, 549, 420]
divider: [20, 788, 603, 790]
mink-headline: Ο ΧΟ ΤΣΙ ΜΙΝΧ ΕΙΣ ΜΟΣΧΑΝ: [406, 1918, 590, 1957]
article-paragraph: ΝΕΑ ΥΟΡΚΗ, 30. (Ρώυτερ). — Ἡ σοβιετικὴ ἀντιπροσωπεία ὑπέβαλε πρότασιν διὰ τὴν ἀντικατάστασιν τῆς ἐπιτροπῆς ἀφοπλισμοῦ ὑπὸ μονίμου σώματος, εἰς τὸ ὁποῖον θὰ μετέχουν ὅλα τὰ μέλη τοῦ ὀργανισμοῦ.: [999, 1973, 1180, 2052]
airshow-body: [30, 1449, 392, 1657]
article-paragraph: ΒΗΡΥΤΟΣ, 30. (Ρώυτερ). — Ἐπισήμως διαψεύδονται αἱ φῆμαι περὶ εἰδυλλίου τοῦ βασιλέως Σαοὺντ μὲ νεαρὰν Λιβανέζαν.: [401, 1417, 595, 1461]
article-paragraph: ΒΕΛΙΓΡΑΔΙΟΝ, 30. (Ρώυτερ). — Ἡ ἐπίσημος γιουγκοσλαβικὴ ἐφημερὶς ἐσχολίασε τὴν ἀπομάκρυνσιν τοῦ στρατάρχου Ζούκωφ ἐκ τοῦ ὑπουργείου ἀμύνης τῆς Σοβιετικῆς Ἑνώσεως, τονίζουσα ὅτι αὕτη ἐσημειώθη ἀμέσως μετὰ τὰς συνομιλίας του μετὰ τοῦ στρατάρχου Τίτο.: [999, 353, 1180, 453]
article-paragraph: ΠΑΛΑΙΟΧΩΡΙΟΝ, 30. — Κατέπεσαν ὀρμητικαὶ βροχαὶ καὶ ἐγένοντο καταστροφαὶ εἰς τὰς ἀμπέλους καὶ τὰ ἐλαιόδενδρα.: [414, 478, 595, 523]
article-paragraph: ΤΟΥΡΙΝΟΝ, 30. (Ρώυτερ). — Ἐγκαινιάσθη ἡ 39η διεθνὴς ἔκθεσις αὐτοκινήτων, εἰς τὴν ὁποίαν μετέχουν κατασκευασταὶ ἐκ πολλῶν χωρῶν.: [401, 1589, 595, 1634]
satellite-headline: Ο ΤΕΧΝΗΤΟΣ ΔΟΡΥΦΟΡΟΣ Η Ο ΠΥΡΑΥΛΟΣ ΤΟΥ ΠΙΘΑΝΟΝ ΝΑ ΜΗ ΚΑΗΟΥΝ ΚΑΤΑ ΤΗΝ ΠΤΩΣΙΝ ΤΕΜΑΧΙΑ ΑΥΤΩΝ ΘΑ ΦΘΑΣΟΥΝ ΕΙΣ ΤΗΝ ΓΗΝ: [1012, 1438, 1551, 1531]
article-paragraph: ΟΥΑΣΙΓΚΤΩΝ, 30. (Ἀσ. Πρές). — Ἡ ἐπιτροπὴ ἀτομικῆς ἐνεργείας ἀνήγγειλεν ὅτι προχωρεῖ ἡ ναυπήγησις τοῦ πρώτου ἐμπορικοῦ ἀτομοκινήτου πλοίου «Σαβάννα».: [803, 1287, 981, 1343]
article-paragraph: ΛΟΝΔΙΝΟΝ, 30. (Ἀσ. Πρές). — Βρεταννοὶ ἐπιστήμονες ἐκφράζουν τὴν γνώμην ὅτι τεμάχια τοῦ σοβιετικοῦ δορυφόρου ἢ τοῦ πυραύλου του πιθανὸν νὰ φθάσουν εἰς τὴν γῆν κατὰ τὴν ἐπανείσοδον εἰς τὴν ἀτμόσφαιραν.: [1384, 1535, 1564, 1613]
article-paragraph: Ὁ ἀρχηγὸς τῆς ἀντιπολιτεύσεως κ. Ἰσμὲτ Ἰνονοὺ ἐπέδωκε διάβημα πρὸς τὸν πρόεδρον τῆς δημοκρατίας, διαμαρτυρόμενος διὰ τὰς παρατυπίας κατὰ τὴν διεξαγωγὴν τῶν ἐκλογῶν.: [414, 1125, 595, 1182]
poland-headline: Η ΑΜΕΡΙΚΗ ΘΑ ΒΟΗΘΗΣΗ ΚΑΙ ΤΗΝ ΠΟΛΩΝΙΑΝ ΜΕ ΤΟ ΠΛΕΟΝΑΣΜΑ ΤΩΝ ΓΕΩΡΓΙΚΩΝ ΕΙΔΩΝ: [619, 1775, 975, 1828]
section-label: Ο ΣΤΡΑΤΙΩΤΙΚΟΣ ΝΟΜΟΣ: [234, 1111, 391, 1125]
zhukov-body: [999, 250, 1564, 574]
airshow-story: [30, 1329, 392, 1685]
section-label: Η ΣΤΑΣΙΣ ΤΗΣ ΣΑΟΥΝΤ: [1210, 1157, 1353, 1171]
article-paragraph: ΤΟΥΡΙΝΟΝ, 30. (Ρώυτερ). — Ἐγκαινιάσθη ἡ 39η διεθνὴς ἔκθεσις αὐτοκινήτων, εἰς τὴν ὁποίαν μετέχουν κατασκευασταὶ ἐκ πολλῶν χωρῶν.: [401, 1685, 595, 1731]
missiles-headline: Η ΒΡΕΤΑΝΝΙΑ ΝΑΥΠΗΓΕΙ ΑΝΤΙΤΟΡΠΙΛΛΙΚΑ ΕΙΔΙΚΑ ΔΙΑ ΤΗΝ ΕΚΤΟΞΕΥΣΙΝ ΤΩΝ ΤΗΛΕΚΑΤΕΥΘΥΝΟΜΕΝΩΝ ΠΥΡΑΥΛΩΝ: [616, 1462, 978, 1534]
article-paragraph: ΛΟΝΔΙΝΟΝ, 30. (Ἀσ. Πρές). — Βρεταννοὶ ἐπιστήμονες ἐκφράζουν τὴν γνώμην ὅτι τεμάχια τοῦ σοβιετικοῦ δορυφόρου ἢ τοῦ πυραύλου του πιθανὸν νὰ φθάσουν εἰς τὴν γῆν κατὰ τὴν ἐπανείσοδον εἰς τὴν ἀτμόσφαιραν.: [1384, 1616, 1564, 1695]
divider: [603, 1765, 989, 1767]
article-paragraph: ΛΑΡΙΣΑ, 30. — Ἡ ἐκτεταμένη πλημμύρα τοῦ ποταμοῦ Πηνειοῦ κατέκλυσε τὰς πεδινὰς περιοχὰς καὶ τὰ χωρία τῆς περιφερείας. Κατέρρευσαν ὡρισμέναι οἰκίαι, ἐνῷ διεκόπη ἡ συγκοινωνία μεταξὺ Λαρίσης καὶ Τρικάλων.: [414, 525, 595, 605]
section-label: ΔΕΝ ΣΥΝΕΖΗΤΗΘΗ ΤΟ ΖΗΤΗΜΑ ΖΟΥΚΩΦ: [650, 225, 944, 241]
article-paragraph: Ὑπὸ τοῦ ὑπουργείου ἐμπορίου ἐξεδόθη ἀπόφασις διὰ τὴν ρύθμισιν τῶν τιμῶν τῶν εἰδῶν πρώτης ἀνάγκης. Ἐπίσης ἀνεκοινώθη ὅτι θὰ ἐνταθοῦν οἱ ἔλεγχοι εἰς τὴν ἀγοράν.: [216, 2117, 392, 2173]
article-paragraph: ΑΘΗΝΑΙ, 30. — Συνεχίσθη τὴν ἐπιμέλειαν τῶν ἀρχῶν ἡ ἀποκατάστασις τῆς κυκλοφορίας εἰς τὰς πληγείσας περιοχάς. Αἱ βροχαὶ ἐπροκάλεσαν διακοπὴν τῆς ἠλεκτροδοτήσεως εἰς ὡρισμένας συνοικίας.: [30, 533, 210, 612]
nautilus-body: [613, 1115, 981, 1365]
poland-body: [613, 1834, 981, 1883]
article-paragraph: ΠΡΑΓΑ, 30. (Ρώυτερ). — Ἤρχισεν ἡ δίκη ὁμάδων νεαρῶν Τσέχων, κατηγορουμένων ὡς αὐτουργῶν καὶ συνεργῶν εἰς τὰς ταραχὰς αἱ ὁποῖαι ἐσημειώθησαν κατὰ τὸν παρελθόντα μῆνα.: [216, 1847, 392, 1915]
briefs-column: [401, 1329, 595, 2310]
article-paragraph: ΟΥΑΣΙΓΚΤΩΝ, 30. (Ἀσ. Πρές). — Ἡ ἐπιτροπὴ ἀτομικῆς ἐνεργείας ἀνήγγειλεν ὅτι προχωρεῖ ἡ ναυπήγησις τοῦ πρώτου ἐμπορικοῦ ἀτομοκινήτου πλοίου «Σαβάννα».: [803, 1115, 981, 1172]
article-paragraph: ΚΩΝΣΤΑΝΤΙΝΟΥΠΟΛΙΣ, 30. (Ἀσ. Πρές). — Ἡ τουρκικὴ κυβέρνησις ἀπηγόρευσε εἰς τὰς ἐφημερίδας τὴν ἀναγραφὴν εἰδήσεων σχετικῶν μὲ τὰ αἱματηρὰ ἐπεισόδια τὰ ὁποῖα ἐσημειώθησαν μετὰ τὰς ἐκλογάς. Αἱ ἀρχαὶ ἐπέβαλον αὐστηρὰ μέτρα εἰς διαφόρους πόλεις.: [30, 998, 210, 1089]
